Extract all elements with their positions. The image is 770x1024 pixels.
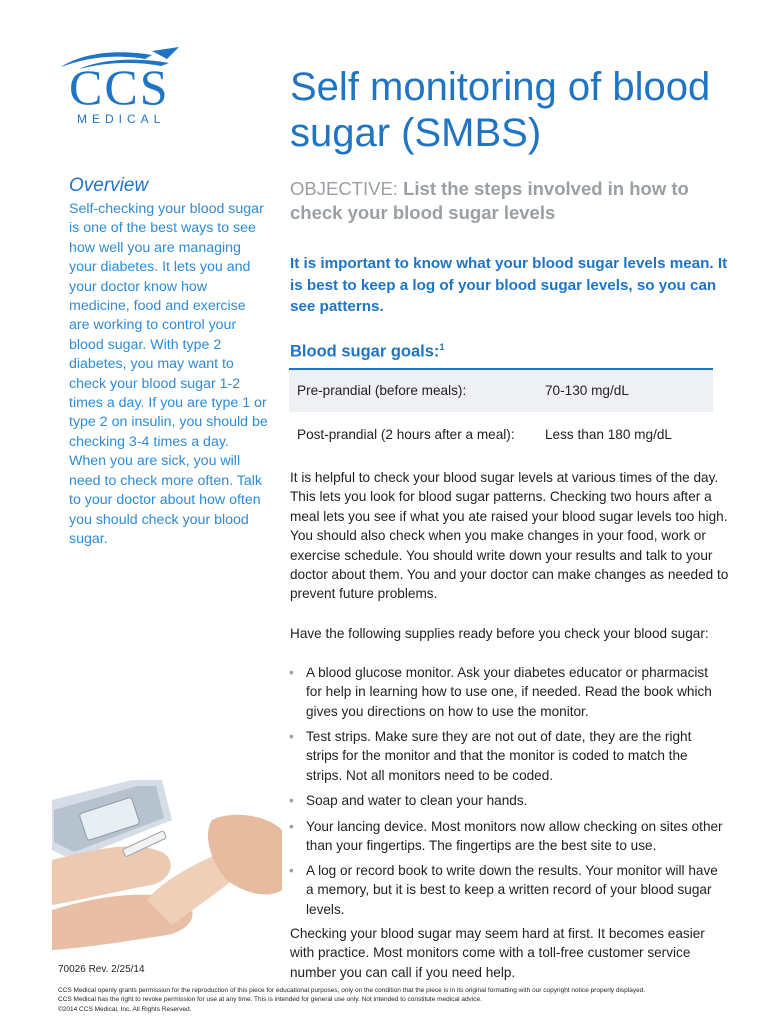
objective-text: List the steps involved in how to check your blood sugar levels	[290, 178, 689, 223]
overview-text: Self-checking your blood sugar is one of the best ways to see how well you are managing your diabetes. It lets you and your doctor know how medicine, food and exercise are working to control your blood sugar. With type 2 diabetes, you may want to check your blood sugar 1-2 times a day. If you are type 1 or type 2 on insulin, you should be checking 3-4 times a day. When you are sick, you will need to check more often. Talk to your doctor about how often you should check your blood sugar.	[69, 201, 268, 547]
goals-footnote: 1	[439, 342, 445, 352]
goal-value: 70-130 mg/dL	[545, 383, 629, 398]
page-title: Self monitoring of blood sugar (SMBS)	[290, 65, 711, 155]
glucose-monitor-photo	[52, 780, 282, 950]
footer-line: ©2014 CCS Medical, Inc. All Rights Reserved.	[58, 1005, 192, 1013]
logo-wordmark: CCS	[69, 59, 170, 115]
important-note: It is important to know what your blood sugar levels mean. It is best to keep a log of your blood sugar levels, so you can see patterns.	[290, 255, 728, 315]
goals-heading-text: Blood sugar goals:	[290, 342, 440, 361]
goals-heading	[290, 342, 444, 362]
goals-row-postprandial	[289, 414, 713, 456]
revision-label: 70026 Rev. 2/25/14	[58, 964, 145, 975]
goal-label: Pre-prandial (before meals):	[297, 383, 467, 398]
paragraph-supplies-intro: Have the following supplies ready before you check your blood sugar:	[290, 626, 709, 641]
footer-legal	[58, 986, 718, 1014]
objective	[290, 177, 720, 225]
paragraph-patterns: It is helpful to check your blood sugar levels at various times of the day. This lets you look for blood sugar patterns. Checking two hours after a meal lets you see if what you ate raised your blood sugar levels too high. You should also check when you make changes in your food, work or exercise schedule. You should write down your results and talk to your doctor about them. You and your doctor can make changes as needed to prevent future problems.	[290, 470, 729, 602]
footer-line: CCS Medical has the right to revoke permission for use at any time. This is intended for general use only. Not intended to constitute medical advice.	[58, 996, 482, 1004]
overview-heading: Overview	[69, 175, 149, 196]
supply-item: • A log or record book to write down the results. Your monitor will have a memory, but it is best to keep a written record of your blood sugar levels.	[306, 861, 726, 919]
goal-value: Less than 180 mg/dL	[545, 427, 672, 442]
supply-item: • Your lancing device. Most monitors now allow checking on sites other than your fingertips. The fingertips are the best site to use.	[306, 817, 726, 856]
goals-row-preprandial	[289, 370, 713, 412]
logo-subtitle: MEDICAL	[77, 112, 166, 126]
supply-item: • Soap and water to clean your hands.	[306, 791, 726, 810]
supply-item: • A blood glucose monitor. Ask your diabetes educator or pharmacist for help in learning how to use one, if needed. Read the book which gives you directions on how to use the monitor.	[306, 663, 726, 721]
footer-line: CCS Medical openly grants permission for the reproduction of this piece for educational purposes, only on the condition that the piece is in its original formatting with our copyright notice properly displayed.	[58, 987, 646, 994]
supply-item: • Test strips. Make sure they are not out of date, they are the right strips for the monitor and that the monitor is coded to match the strips. Not all monitors need to be coded.	[306, 727, 726, 785]
paragraph-practice: Checking your blood sugar may seem hard at first. It becomes easier with practice. Most monitors come with a toll-free customer service number you can call if you need help.	[290, 926, 705, 980]
goal-label: Post-prandial (2 hours after a meal):	[297, 427, 515, 442]
objective-label: OBJECTIVE:	[290, 178, 398, 199]
